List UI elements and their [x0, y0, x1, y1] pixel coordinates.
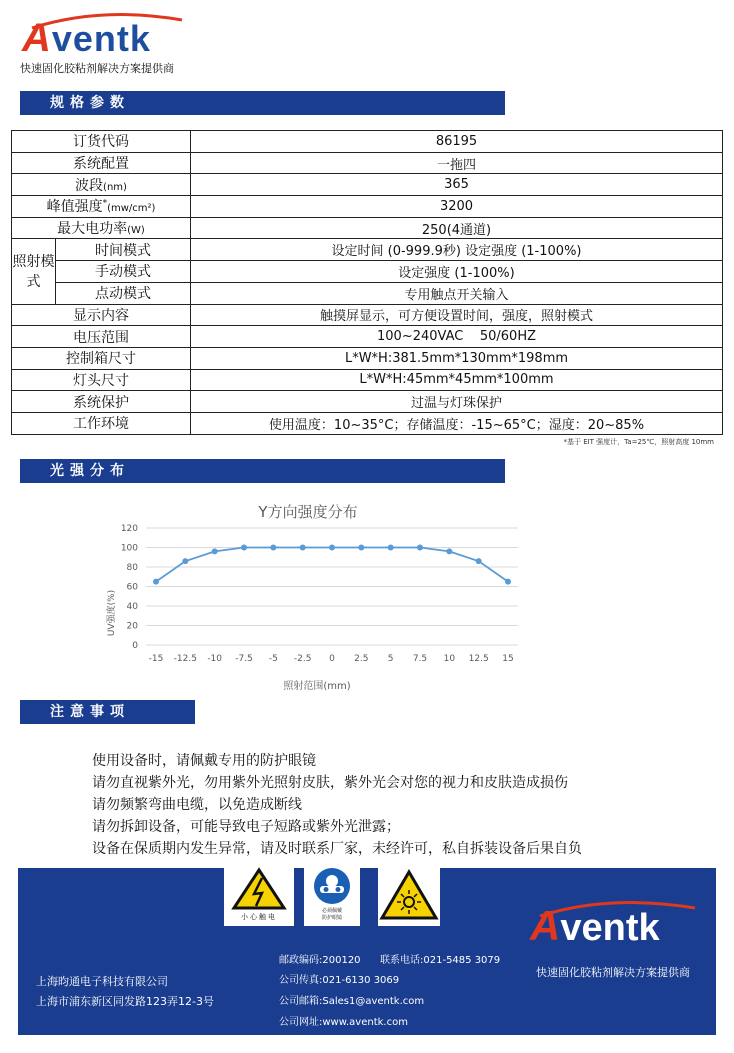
- footer-phone: 联系电话:021-5485 3079: [380, 955, 501, 966]
- section-light-title: 光强分布: [20, 459, 505, 483]
- spec-label: 显示内容: [12, 304, 191, 326]
- spec-value: L*W*H:381.5mm*130mm*198mm: [191, 347, 723, 369]
- x-tick-label: -12.5: [173, 654, 197, 664]
- table-row: [12, 196, 723, 218]
- data-point: [270, 545, 276, 551]
- footer-postcode: 邮政编码:200120: [279, 955, 361, 966]
- intensity-chart: [100, 495, 520, 695]
- spec-value: 过温与灯珠保护: [191, 391, 723, 413]
- spec-label: 波段: [75, 177, 104, 194]
- spec-value: 365: [191, 174, 723, 196]
- spec-footnote: *基于 EIT 强度计，Ta=25℃，照射高度 10mm: [563, 438, 714, 446]
- spec-unit: (nm): [103, 181, 127, 193]
- table-row: [12, 217, 723, 239]
- x-tick-label: 5: [387, 654, 394, 664]
- header-tagline: 快速固化胶粘剂解决方案提供商: [20, 62, 174, 75]
- x-tick-label: -10: [207, 654, 223, 664]
- logo-letter: A: [22, 16, 52, 60]
- footer-company: 上海昀通电子科技有限公司: [36, 975, 168, 988]
- spec-value: 3200: [191, 196, 723, 218]
- caution-list: [92, 750, 582, 860]
- spec-label: 系统配置: [12, 152, 191, 174]
- y-tick-label: 60: [126, 582, 138, 593]
- footer-email: 公司邮箱:Sales1@aventk.com: [279, 996, 425, 1007]
- table-row: [12, 412, 723, 434]
- spec-unit: (mw/cm²): [107, 203, 156, 215]
- spec-label: 系统保护: [12, 391, 191, 413]
- spec-label: 控制箱尺寸: [12, 347, 191, 369]
- y-tick-label: 0: [132, 641, 138, 651]
- table-row: [12, 131, 723, 153]
- table-row: [12, 239, 723, 261]
- warning-goggles: [304, 866, 360, 926]
- footer-website: 公司网址:www.aventk.com: [279, 1017, 408, 1028]
- list-item: 请勿拆卸设备，可能导致电子短路或紫外光泄露；: [92, 819, 400, 835]
- footer-tagline: 快速固化胶粘剂解决方案提供商: [536, 966, 690, 979]
- section-spec-title: 规格参数: [20, 91, 505, 115]
- spec-label: 照射模式: [12, 239, 56, 304]
- spec-label: 峰值强度: [46, 199, 103, 216]
- data-point: [212, 548, 218, 554]
- spec-value: 设定强度 (1-100%): [191, 261, 723, 283]
- data-point: [446, 548, 452, 554]
- spec-label-cell: [12, 174, 191, 196]
- data-point: [241, 545, 247, 551]
- x-tick-label: 10: [443, 654, 456, 664]
- data-point: [476, 558, 482, 564]
- y-tick-label: 40: [126, 602, 138, 612]
- spec-sup: *: [102, 198, 108, 209]
- data-point: [505, 579, 511, 585]
- y-tick-label: 80: [126, 563, 138, 573]
- x-tick-label: -7.5: [235, 654, 253, 664]
- chart-title: Y方向强度分布: [258, 503, 358, 521]
- table-row: [12, 174, 723, 196]
- spec-value: 使用温度：10~35°C；存储温度：-15~65°C；湿度：20~85%: [191, 412, 723, 434]
- x-tick-label: 7.5: [412, 654, 428, 664]
- goggles-icon: [304, 866, 360, 906]
- spec-sublabel: 时间模式: [56, 239, 191, 261]
- data-point: [300, 545, 306, 551]
- table-row: [12, 326, 723, 348]
- spec-table: [11, 130, 723, 435]
- spec-value: 专用触点开关输入: [191, 282, 723, 304]
- list-item: 设备在保质期内发生异常，请及时联系厂家，未经许可，私自拆装设备后果自负: [92, 841, 582, 857]
- spec-label-cell: [12, 196, 191, 218]
- footer-logo-rest: ventk: [560, 907, 660, 949]
- x-tick-label: -2.5: [293, 654, 312, 664]
- spec-label: 工作环境: [12, 412, 191, 434]
- x-tick-label: 15: [502, 654, 514, 664]
- y-tick-label: 20: [126, 621, 138, 632]
- logo-rest: ventk: [51, 18, 151, 59]
- table-row: [12, 282, 723, 304]
- spec-label: 电压范围: [12, 326, 191, 348]
- data-point: [329, 545, 335, 551]
- data-point: [182, 558, 188, 564]
- spec-unit: (W): [127, 225, 145, 237]
- data-point: [153, 579, 159, 585]
- table-row: [12, 347, 723, 369]
- x-tick-label: 2.5: [354, 654, 369, 664]
- warning-electric-label: 小心触电: [241, 913, 277, 921]
- y-tick-label: 100: [120, 543, 138, 554]
- spec-value: 86195: [191, 131, 723, 153]
- list-item: 请勿频繁弯曲电缆，以免造成断线: [92, 797, 302, 813]
- footer-fax: 公司传真:021-6130 3069: [279, 975, 400, 986]
- table-row: [12, 152, 723, 174]
- list-item: 请勿直视紫外光，勿用紫外光照射皮肤，紫外光会对您的视力和皮肤造成损伤: [92, 775, 568, 791]
- data-point: [417, 545, 423, 551]
- table-row: [12, 304, 723, 326]
- spec-sublabel: 手动模式: [56, 261, 191, 283]
- x-tick-label: -5: [268, 654, 278, 664]
- footer-logo-letter: A: [530, 902, 561, 949]
- list-item: 使用设备时，请佩戴专用的防护眼镜: [92, 753, 316, 769]
- spec-label: 订货代码: [12, 131, 191, 153]
- warning-electric: [224, 866, 294, 926]
- x-tick-label: 12.5: [468, 654, 489, 664]
- data-point: [358, 545, 364, 551]
- footer-address: 上海市浦东新区同发路123弄12-3号: [36, 995, 214, 1008]
- spec-label: 灯头尺寸: [12, 369, 191, 391]
- warning-goggles-label-2: 防护眼镜: [321, 915, 342, 921]
- series-line: [156, 548, 508, 582]
- electric-hazard-icon: [224, 866, 294, 910]
- y-tick-label: 120: [120, 524, 138, 534]
- spec-value: 一拖四: [191, 152, 723, 174]
- spec-value: 100~240VAC 50/60HZ: [191, 326, 723, 348]
- section-caution-title: 注意事项: [20, 700, 195, 724]
- data-point: [388, 545, 394, 551]
- spec-value: L*W*H:45mm*45mm*100mm: [191, 369, 723, 391]
- chart-ylabel: UV强度(%): [107, 589, 117, 637]
- footer-logo: [530, 898, 705, 949]
- x-tick-label: 0: [329, 654, 335, 664]
- brand-logo: [22, 10, 192, 58]
- spec-value: 触摸屏显示，可方便设置时间，强度，照射模式: [191, 304, 723, 326]
- spec-label-cell: [12, 217, 191, 239]
- table-row: [12, 261, 723, 283]
- chart-xlabel: 照射范围(mm): [283, 681, 351, 692]
- spec-value: 250(4通道): [191, 217, 723, 239]
- uv-radiation-icon: [378, 868, 440, 924]
- table-row: [12, 369, 723, 391]
- warning-uv: [378, 866, 440, 926]
- spec-value: 设定时间 (0-999.9秒) 设定强度 (1-100%): [191, 239, 723, 261]
- spec-label: 最大电功率: [57, 221, 128, 238]
- spec-sublabel: 点动模式: [56, 282, 191, 304]
- warning-goggles-label-1: 必须佩戴: [321, 908, 342, 914]
- x-tick-label: -15: [148, 654, 164, 664]
- table-row: [12, 391, 723, 413]
